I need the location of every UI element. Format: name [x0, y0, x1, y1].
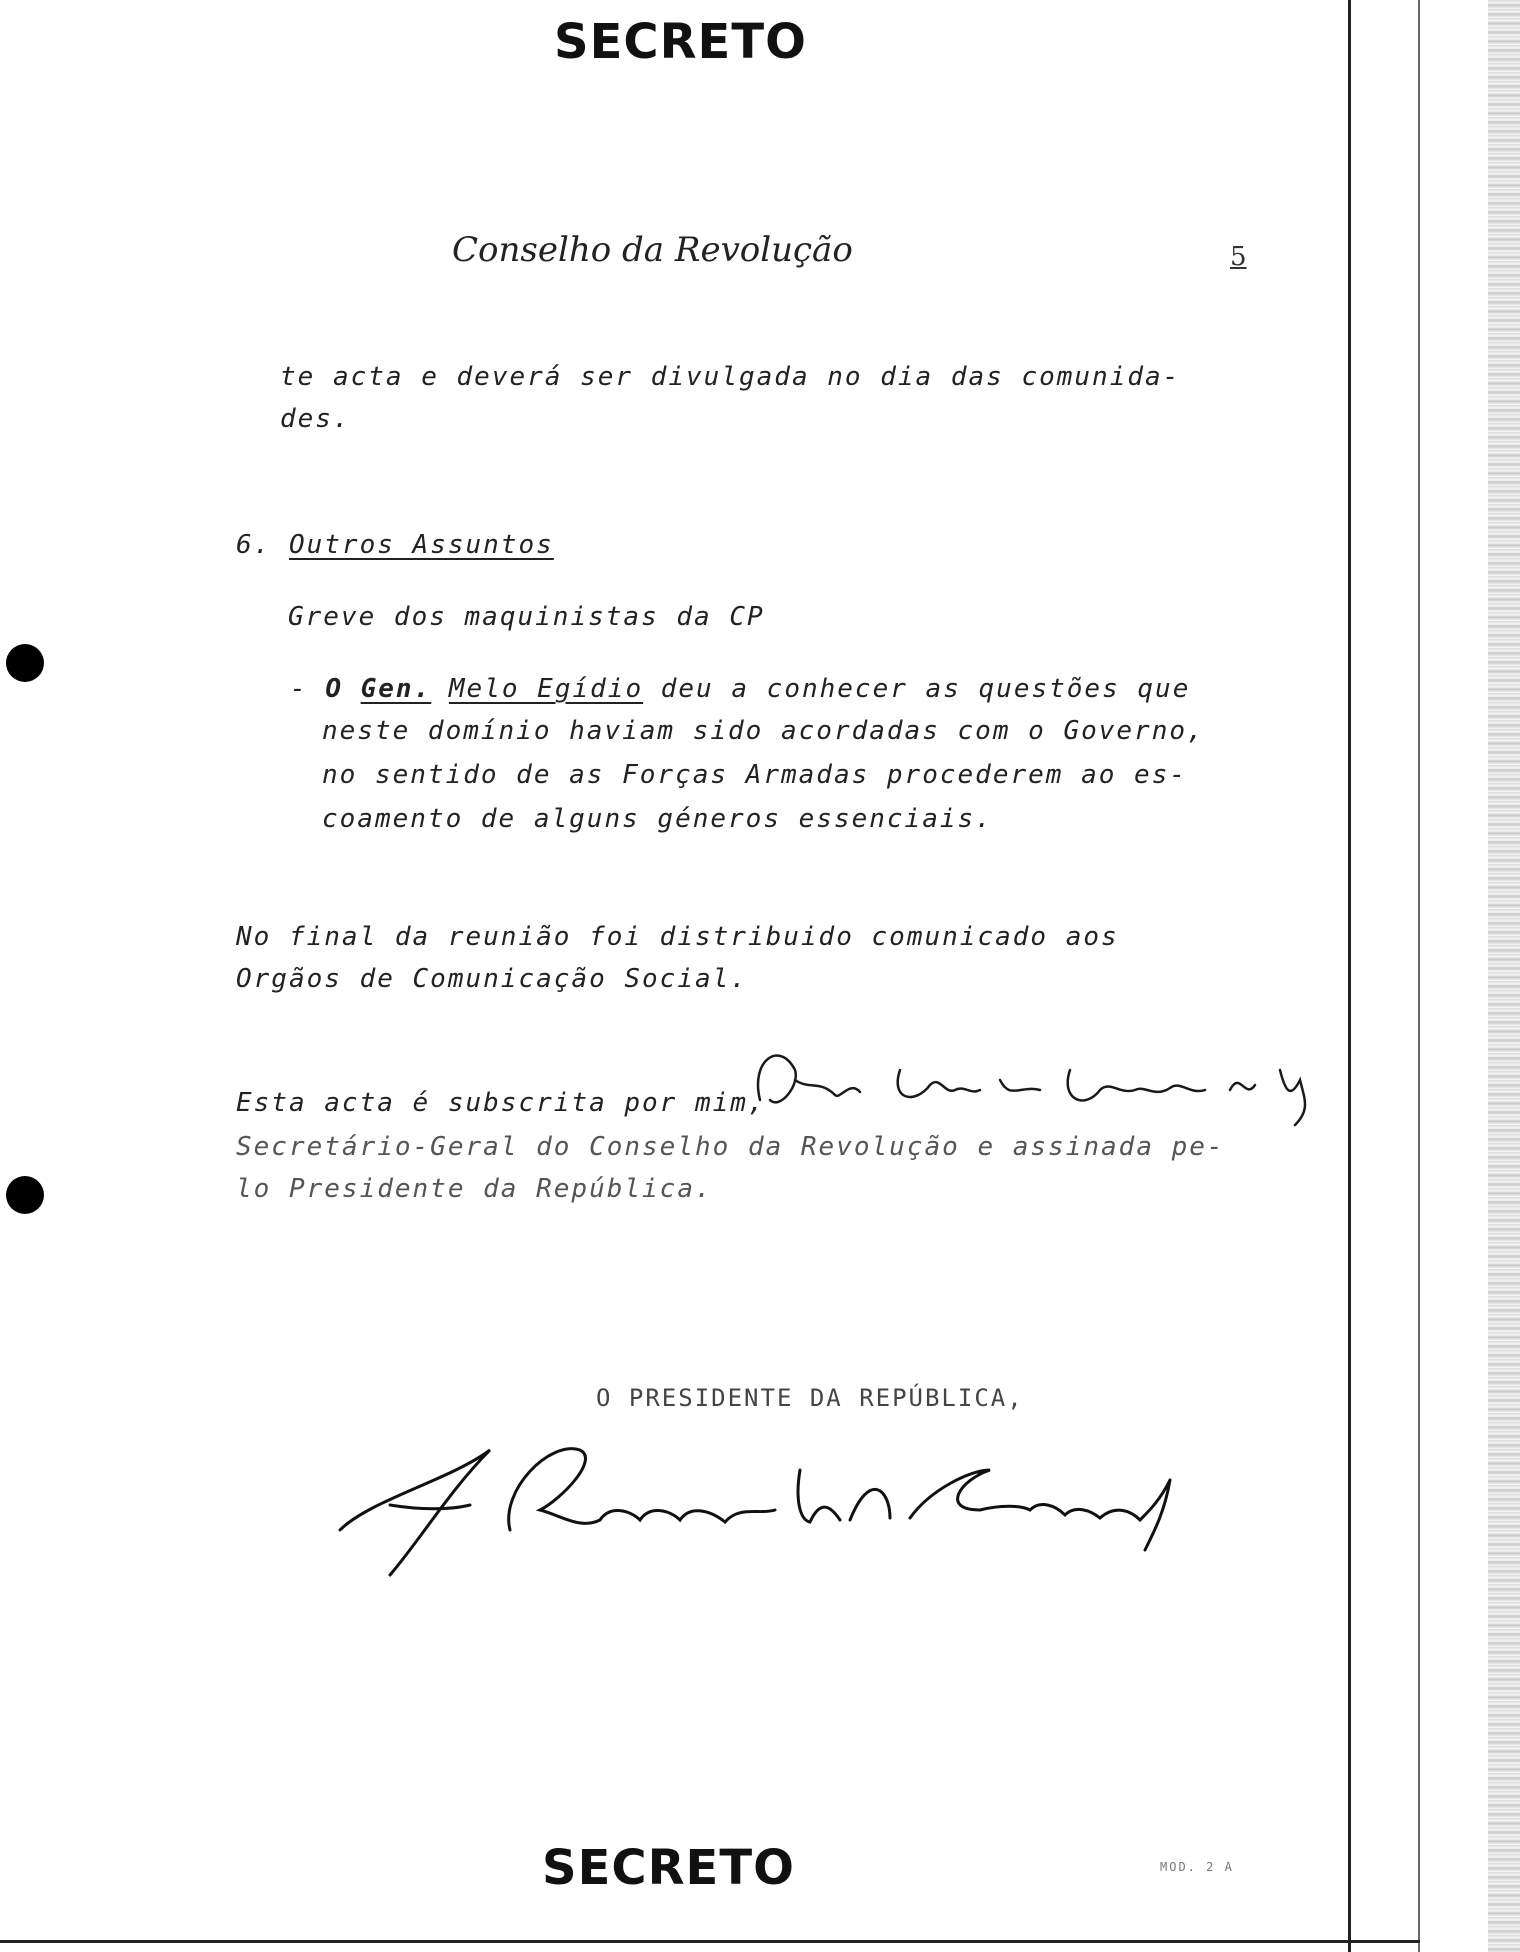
page-number: 5	[1230, 242, 1247, 272]
letterhead-title: Conselho da Revolução	[452, 230, 853, 270]
president-title: O PRESIDENTE DA REPÚBLICA,	[596, 1384, 1024, 1412]
secretary-signature	[740, 1040, 1320, 1130]
section-number: 6.	[236, 530, 272, 560]
item-dash: -	[290, 674, 308, 704]
item-line: no sentido de as Forças Armadas procederem ao es-	[322, 760, 1188, 790]
continuation-line: te acta e deverá ser divulgada no dia das comunida-	[280, 362, 1181, 392]
president-signature	[330, 1410, 1190, 1580]
continuation-line: des.	[280, 404, 351, 434]
item-name: Melo Egídio	[448, 674, 644, 704]
subscription-line: lo Presidente da República.	[236, 1174, 713, 1204]
punch-hole	[6, 644, 44, 682]
subheading: Greve dos maquinistas da CP	[288, 602, 765, 632]
document-code: MOD. 2 A	[1160, 1860, 1234, 1874]
punch-hole	[6, 1176, 44, 1214]
item-pre: O	[325, 674, 343, 704]
subscription-line: Secretário-Geral do Conselho da Revolução e assinada pe-	[236, 1132, 1225, 1162]
item-rank: Gen.	[360, 674, 432, 704]
section-title: Outros Assuntos	[288, 530, 554, 560]
subscription-line: Esta acta é subscrita por mim,	[236, 1088, 766, 1118]
classification-stamp-bottom: SECRETO	[542, 1840, 795, 1896]
item-line: neste domínio haviam sido acordadas com o Governo,	[322, 716, 1205, 746]
scan-edge-noise	[1488, 0, 1520, 1952]
item-text: deu a conhecer as questões que	[660, 674, 1191, 704]
classification-stamp-top: SECRETO	[554, 14, 807, 70]
closing-line: No final da reunião foi distribuido comunicado aos	[236, 922, 1119, 952]
section-heading	[236, 522, 554, 568]
item-line	[290, 666, 1190, 712]
item-line: coamento de alguns géneros essenciais.	[322, 804, 993, 834]
scan-bottom-edge	[0, 1940, 1420, 1943]
scan-edge-line	[1418, 0, 1420, 1952]
closing-line: Orgãos de Comunicação Social.	[236, 964, 748, 994]
scan-edge-line	[1348, 0, 1351, 1952]
